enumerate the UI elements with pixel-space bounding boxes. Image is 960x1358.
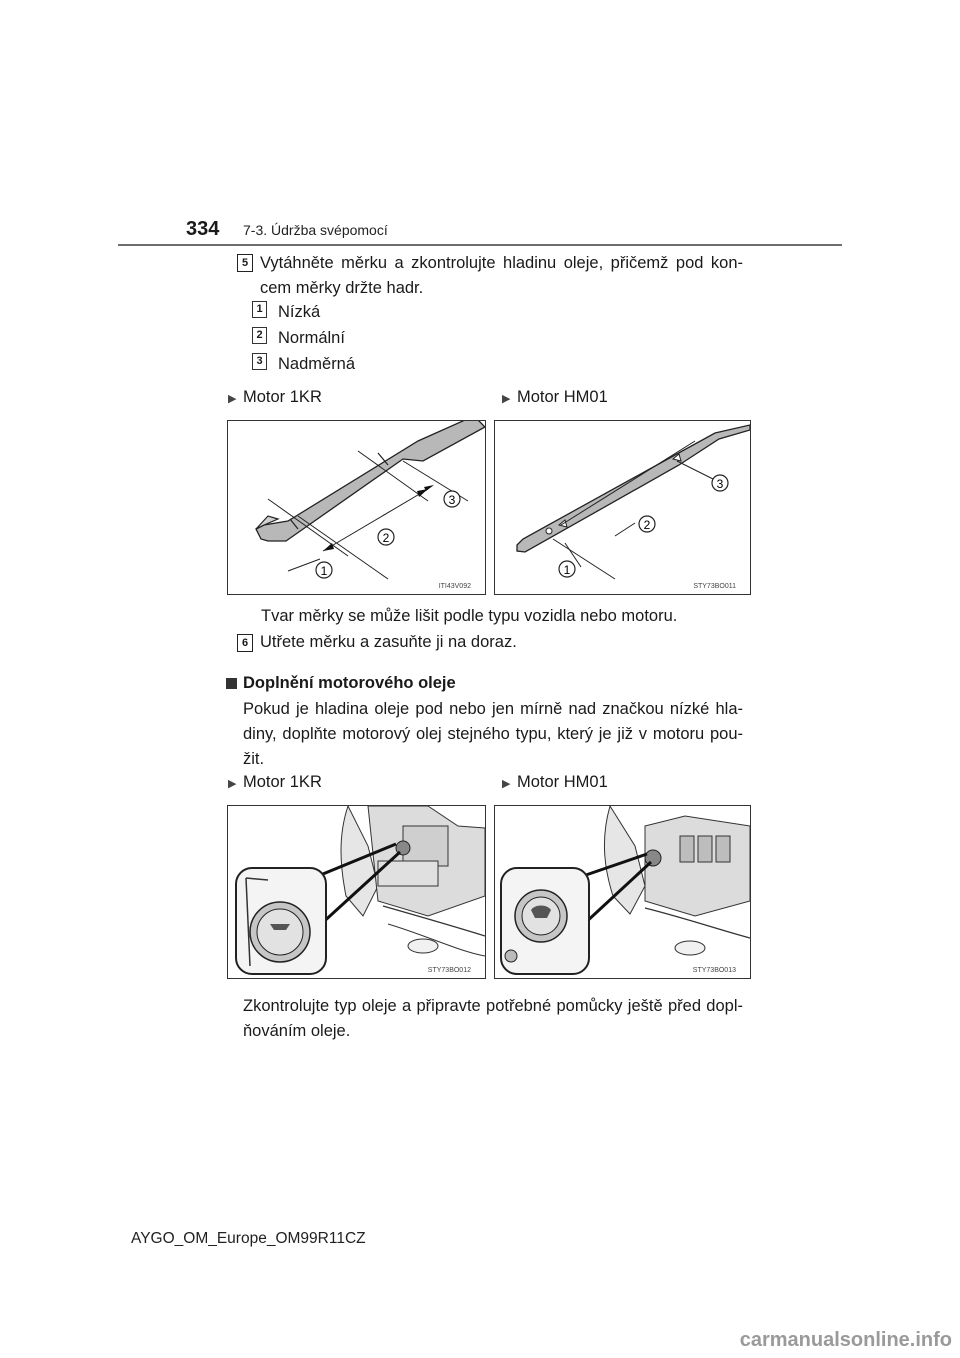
fig-label-hm01-bottom: Motor HM01 [517,773,608,791]
figure-code: STY73BO012 [427,967,471,974]
fig-label-hm01-top: Motor HM01 [517,388,608,406]
oil-type-note-line-1: Zkontrolujte typ oleje a připravte potřebné pomůcky ještě před dopl- [243,997,743,1015]
legend-number-1: 1 [252,301,267,318]
refill-line-1: Pokud je hladina oleje pod nebo jen mírně nad značkou nízké hla- [243,700,743,718]
figure-code: ITI43V092 [438,583,471,590]
callout-1: 1 [563,563,571,577]
fig-label-1kr-bottom: Motor 1KR [243,773,322,791]
legend-label-excessive: Nadměrná [278,355,356,373]
step-5-badge: 5 [237,254,253,272]
figure-code: STY73BO011 [693,583,736,590]
step-6-text: Utřete měrku a zasuňte ji na doraz. [260,633,517,651]
legend-label-low: Nízká [278,303,321,321]
legend-label-normal: Normální [278,329,345,347]
section-heading-refill: Doplnění motorového oleje [243,674,456,692]
triangle-right-icon: ▶ [502,393,511,405]
refill-line-3: žit. [243,750,265,768]
refill-line-2: diny, doplňte motorový olej stejného typu, který je již v motoru pou- [243,725,743,743]
engine-bay-figure-1kr [227,805,486,979]
document-footer-code: AYGO_OM_Europe_OM99R11CZ [131,1230,366,1247]
triangle-right-icon: ▶ [228,778,237,790]
callout-3: 3 [716,477,724,491]
step-6-badge: 6 [237,634,253,652]
header-rule [118,244,842,246]
oil-type-note-line-2: ňováním oleje. [243,1022,351,1040]
square-bullet-icon [226,678,237,689]
page-number: 334 [186,218,220,240]
watermark: carmanualsonline.info [739,1329,952,1351]
engine-bay-figure-hm01 [494,805,751,979]
step-5-line-1: Vytáhněte měrku a zkontrolujte hladinu oleje, přičemž pod kon- [260,254,743,272]
fig-label-1kr-top: Motor 1KR [243,388,322,406]
section-title: 7-3. Údržba svépomocí [243,222,388,238]
callout-2: 2 [643,518,651,532]
figure-code: STY73BO013 [692,967,736,974]
dipstick-shape-note: Tvar měrky se může lišit podle typu vozidla nebo motoru. [261,607,678,625]
triangle-right-icon: ▶ [228,393,237,405]
dipstick-figure-1kr [227,420,486,595]
callout-3: 3 [448,493,456,507]
callout-1: 1 [320,564,328,578]
triangle-right-icon: ▶ [502,778,511,790]
callout-2: 2 [382,531,390,545]
dipstick-figure-hm01 [494,420,751,595]
legend-number-3: 3 [252,353,267,370]
legend-number-2: 2 [252,327,267,344]
step-5-line-2: cem měrky držte hadr. [260,279,424,297]
